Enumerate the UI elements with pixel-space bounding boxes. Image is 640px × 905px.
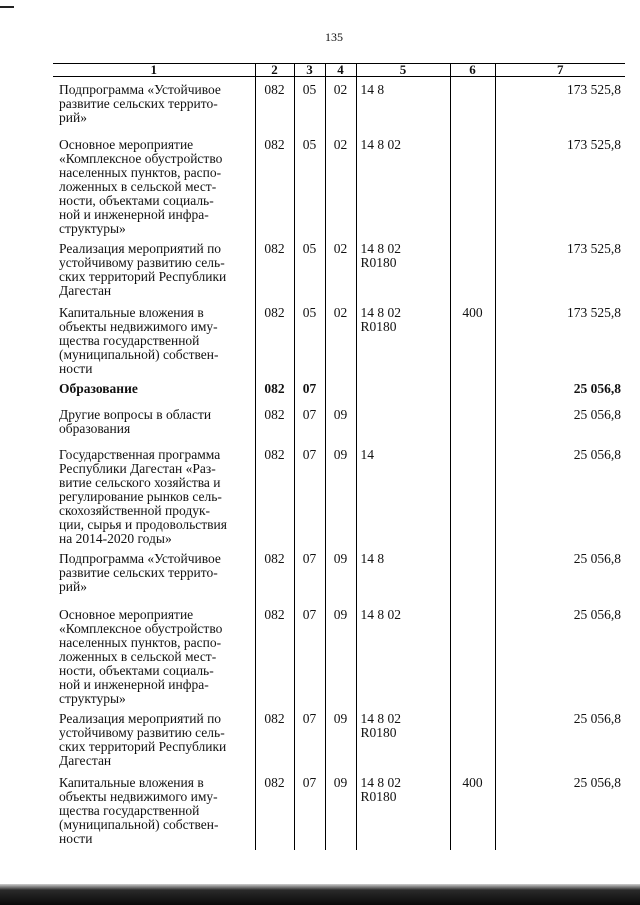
table-row	[53, 77, 625, 132]
row-name-line: развитие сельских террито-	[59, 96, 218, 111]
table-row	[53, 402, 625, 442]
cell-amount: 25 056,8	[495, 770, 625, 850]
table-row	[53, 132, 625, 236]
cell-amount: 173 525,8	[495, 236, 625, 300]
row-name-line: «Комплексное обустройство	[59, 150, 223, 166]
row-name	[53, 602, 255, 706]
cell-amount: 25 056,8	[495, 602, 625, 706]
row-name-line: витие сельского хозяйства и	[59, 474, 221, 490]
row-name	[53, 376, 255, 402]
cell-subsection: 02	[325, 300, 356, 376]
row-name-line: Государственная программа	[59, 446, 221, 462]
target-article-line: 14 8 02	[360, 606, 401, 622]
target-article-line: R0180	[360, 318, 397, 334]
cell-target-article	[356, 770, 450, 850]
row-name	[53, 706, 255, 770]
cell-subsection: 09	[325, 602, 356, 706]
row-name-line: ложенных в сельской мест-	[59, 178, 217, 194]
row-name	[53, 132, 255, 236]
row-name-line: развитие сельских террито-	[59, 564, 218, 580]
row-name-line: Реализация мероприятий по	[59, 710, 222, 726]
cell-section: 05	[294, 236, 325, 300]
row-name-line: Основное мероприятие	[59, 606, 194, 622]
table-row	[53, 770, 625, 850]
cell-target-article	[356, 442, 450, 546]
cell-expense-type: 400	[450, 770, 495, 850]
target-article-line: 14 8 02	[360, 304, 401, 320]
header-col-7: 7	[495, 64, 625, 77]
scan-mark	[0, 6, 14, 8]
row-name-line: Дагестан	[59, 752, 112, 768]
target-article-line: 14 8 02	[360, 240, 401, 256]
row-name-line: ции, сырья и продовольствия	[59, 516, 227, 532]
cell-expense-type	[450, 236, 495, 300]
target-article-line: R0180	[360, 788, 397, 804]
target-article-line: R0180	[360, 254, 397, 270]
cell-subsection: 09	[325, 770, 356, 850]
row-name-line: Дагестан	[59, 282, 112, 298]
cell-target-article	[356, 300, 450, 376]
cell-expense-type	[450, 77, 495, 132]
cell-target-article	[356, 77, 450, 132]
row-name-line: ной и инженерной инфра-	[59, 676, 209, 692]
cell-subsection: 09	[325, 402, 356, 442]
row-name-line: Подпрограмма «Устойчивое	[59, 82, 221, 97]
cell-amount: 25 056,8	[495, 546, 625, 602]
row-name-line: Другие вопросы в области	[59, 406, 212, 422]
table-row	[53, 602, 625, 706]
cell-target-article	[356, 236, 450, 300]
row-name-line: (муниципальной) собствен-	[59, 816, 219, 832]
cell-grbs: 082	[255, 706, 294, 770]
cell-expense-type	[450, 442, 495, 546]
row-name-line: населенных пунктов, распо-	[59, 634, 222, 650]
budget-table	[53, 63, 625, 850]
cell-amount: 173 525,8	[495, 300, 625, 376]
row-name-line: устойчивому развитию сель-	[59, 254, 225, 270]
table-row	[53, 300, 625, 376]
cell-expense-type	[450, 602, 495, 706]
header-col-4: 4	[325, 64, 356, 77]
target-article-line: 14 8	[360, 550, 385, 566]
cell-section: 07	[294, 376, 325, 402]
cell-target-article	[356, 402, 450, 442]
row-name-line: ности	[59, 360, 93, 376]
row-name-line: щества государственной	[59, 802, 200, 818]
row-name-line: регулирование рынков сель-	[59, 488, 222, 504]
cell-grbs: 082	[255, 236, 294, 300]
header-col-3: 3	[294, 64, 325, 77]
row-name	[53, 236, 255, 300]
row-name	[53, 402, 255, 442]
row-name-line: населенных пунктов, распо-	[59, 164, 222, 180]
row-name-line: на 2014-2020 годы»	[59, 530, 172, 546]
row-name-line: рий»	[59, 578, 87, 594]
cell-target-article	[356, 132, 450, 236]
scan-bottom-edge	[0, 884, 640, 905]
cell-expense-type	[450, 376, 495, 402]
row-name-line: Капитальные вложения в	[59, 304, 204, 320]
cell-section: 05	[294, 77, 325, 132]
cell-grbs: 082	[255, 546, 294, 602]
target-article-line: 14	[360, 446, 374, 462]
row-name-line: ной и инженерной инфра-	[59, 206, 209, 222]
row-name	[53, 300, 255, 376]
target-article-line: 14 8 02	[360, 710, 401, 726]
cell-grbs: 082	[255, 602, 294, 706]
cell-amount: 173 525,8	[495, 132, 625, 236]
cell-amount: 25 056,8	[495, 442, 625, 546]
target-article-line: 14 8 02	[360, 774, 401, 790]
header-col-2: 2	[255, 64, 294, 77]
cell-subsection: 02	[325, 236, 356, 300]
cell-amount: 173 525,8	[495, 77, 625, 132]
cell-grbs: 082	[255, 402, 294, 442]
table-row	[53, 442, 625, 546]
target-article-line: R0180	[360, 724, 397, 740]
cell-grbs: 082	[255, 770, 294, 850]
header-col-6: 6	[450, 64, 495, 77]
row-name	[53, 770, 255, 850]
row-name-line: Подпрограмма «Устойчивое	[59, 550, 221, 566]
row-name-line: образования	[59, 420, 131, 436]
cell-section: 07	[294, 546, 325, 602]
row-name-line: устойчивому развитию сель-	[59, 724, 225, 740]
cell-subsection: 09	[325, 546, 356, 602]
table-row	[53, 546, 625, 602]
cell-subsection: 09	[325, 706, 356, 770]
cell-grbs: 082	[255, 442, 294, 546]
cell-target-article	[356, 376, 450, 402]
row-name-line: Образование	[59, 380, 138, 396]
header-row	[53, 64, 625, 77]
row-name-line: щества государственной	[59, 332, 200, 348]
cell-amount: 25 056,8	[495, 376, 625, 402]
row-name-line: Капитальные вложения в	[59, 774, 204, 790]
row-name-line: структуры»	[59, 220, 126, 236]
cell-section: 05	[294, 300, 325, 376]
cell-subsection: 02	[325, 132, 356, 236]
cell-grbs: 082	[255, 300, 294, 376]
cell-grbs: 082	[255, 77, 294, 132]
row-name	[53, 77, 255, 132]
cell-section: 07	[294, 770, 325, 850]
target-article-line: 14 8 02	[360, 136, 401, 152]
cell-amount: 25 056,8	[495, 402, 625, 442]
row-name-line: Республики Дагестан «Раз-	[59, 460, 216, 476]
table-body	[53, 77, 625, 850]
row-name-line: (муниципальной) собствен-	[59, 346, 219, 362]
cell-subsection: 09	[325, 442, 356, 546]
row-name	[53, 442, 255, 546]
cell-target-article	[356, 706, 450, 770]
cell-expense-type	[450, 706, 495, 770]
table-row	[53, 376, 625, 402]
page-number: 135	[325, 30, 343, 44]
row-name-line: рий»	[59, 110, 87, 125]
cell-expense-type	[450, 402, 495, 442]
cell-subsection: 02	[325, 77, 356, 132]
row-name-line: «Комплексное обустройство	[59, 620, 223, 636]
target-article-line: 14 8	[360, 82, 385, 97]
cell-expense-type: 400	[450, 300, 495, 376]
cell-amount: 25 056,8	[495, 706, 625, 770]
row-name-line: объекты недвижимого иму-	[59, 318, 218, 334]
cell-expense-type	[450, 546, 495, 602]
table-row	[53, 706, 625, 770]
row-name-line: скохозяйственной продук-	[59, 502, 211, 518]
cell-section: 07	[294, 602, 325, 706]
cell-grbs: 082	[255, 376, 294, 402]
row-name-line: Основное мероприятие	[59, 136, 194, 152]
cell-target-article	[356, 602, 450, 706]
cell-section: 05	[294, 132, 325, 236]
cell-section: 07	[294, 442, 325, 546]
header-col-5: 5	[356, 64, 450, 77]
row-name-line: структуры»	[59, 690, 126, 706]
table-row	[53, 236, 625, 300]
row-name-line: ности, объектами социаль-	[59, 662, 214, 678]
cell-expense-type	[450, 132, 495, 236]
cell-target-article	[356, 546, 450, 602]
cell-grbs: 082	[255, 132, 294, 236]
header-col-1: 1	[53, 64, 255, 77]
row-name-line: Реализация мероприятий по	[59, 240, 222, 256]
row-name-line: ности, объектами социаль-	[59, 192, 214, 208]
row-name-line: ложенных в сельской мест-	[59, 648, 217, 664]
row-name-line: объекты недвижимого иму-	[59, 788, 218, 804]
cell-subsection	[325, 376, 356, 402]
row-name-line: ских территорий Республики	[59, 738, 227, 754]
row-name-line: ских территорий Республики	[59, 268, 227, 284]
cell-section: 07	[294, 402, 325, 442]
row-name	[53, 546, 255, 602]
cell-section: 07	[294, 706, 325, 770]
row-name-line: ности	[59, 830, 93, 846]
